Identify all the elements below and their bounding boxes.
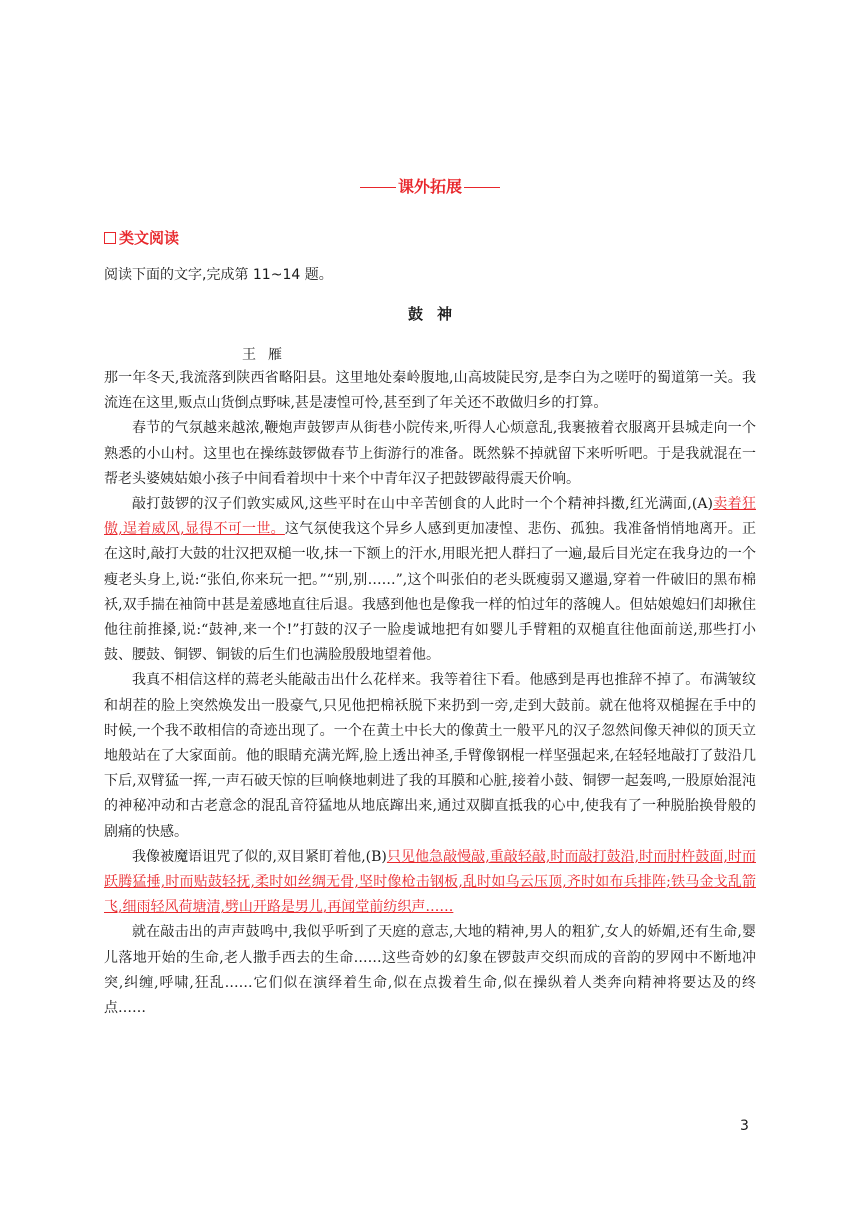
article-author: 王雁 [242,347,294,363]
paragraph-text: 这气氛使我这个异乡人感到更加凄惶、悲伤、孤独。我准备悄悄地离开。正在这时,敲打大鼓的壮汉把双槌一收,抹一下额上的汗水,用眼光把人群扫了一遍,最后目光定在我身边的一个瘦老头身上,说:“张伯,你来玩一把。”“别,别……”,这个叫张伯的老头既瘦弱又邋遢,穿着一件破旧的黑布棉袄,双手揣在袖筒中甚是羞感地直往后退。我感到他也是像我一样的怕过年的落魄人。但姑娘媳妇们却揪住他往前推搡,说:“鼓神,来一个!”打鼓的汉子一脸虔诚地把有如婴儿手臂粗的双槌直往他面前送,那些打小鼓、腰鼓、铜锣、铜钹的后生们也满脸殷殷地望着他。 [104,521,756,664]
paragraph-text: 我像被魔语诅咒了似的,双目紧盯着他,(B) [132,848,387,865]
article-body [104,366,756,1021]
marked-passage: 只见他急敲慢敲,重敲轻敲,时而敲打鼓沿,时而肘杵鼓面,时而跃腾猛捶,时而贴鼓轻抚,柔时如丝绸无骨,坚时像枪击钢板,乱时如乌云压顶,齐时如布兵排阵;铁马金戈乱箭飞,细雨轻风荷塘清,劈山开路是男儿,再闻堂前纺织声…… [104,848,756,916]
paragraph-text: 我真不相信这样的蔫老头能敲击出什么花样来。我等着往下看。他感到是再也推辞不掉了。布满皱纹和胡茬的脸上突然焕发出一股豪气,只见他把棉袄脱下来扔到一旁,走到大鼓前。就在他将双槌握在手中的时候,一个我不敢相信的奇迹出现了。一个在黄土中长大的像黄土一般平凡的汉子忽然间像天神似的顶天立地般站在了大家面前。他的眼睛充满光辉,脸上透出神圣,手臂像钢棍一样坚强起来,在轻轻地敲打了鼓沿几下后,双臂猛一挥,一声石破天惊的巨响倏地刺进了我的耳膜和心脏,接着小鼓、铜锣一起轰鸣,一股原始混沌的神秘冲动和古老意念的混乱音符猛地从地底蹿出来,通过双脚直抵我的心中,使我有了一种脱胎换骨般的剧痛的快感。 [104,672,756,840]
article-paragraph [104,668,756,844]
article-paragraph [104,366,756,416]
paragraph-text: 就在敲击出的声声鼓鸣中,我似乎听到了天庭的意志,大地的精神,男人的粗犷,女人的娇媚,还有生命,婴儿落地开始的生命,老人撒手西去的生命……这些奇妙的幻象在锣鼓声交织而成的音韵的罗网中不断地冲突,纠缠,呼啸,狂乱……它们似在演绎着生命,似在点拨着生命,似在操纵着人类奔向精神将要达及的终点…… [104,924,756,1017]
article-paragraph [104,492,756,668]
checkbox-square-icon [104,232,116,244]
section-title [0,174,860,197]
marked-passage: 卖着狂傲,逞着威风,显得不可一世。 [104,496,756,538]
subhead-label: 类文阅读 [119,229,180,247]
instruction-text: 阅读下面的文字,完成第 11~14 题。 [104,267,333,283]
paragraph-text: 敲打鼓锣的汉子们敦实威风,这些平时在山中辛苦刨食的人此时一个个精神抖擞,红光满面,(A) [132,496,713,513]
paragraph-text: 春节的气氛越来越浓,鞭炮声鼓锣声从街巷小院传来,听得人心烦意乱,我裹掖着衣服离开县城走向一个熟悉的小山村。这里也在操练鼓锣做春节上街游行的准备。既然躲不掉就留下来听听吧。于是我就混在一帮老头婆姨姑娘小孩子中间看着坝中十来个中青年汉子把鼓锣敲得震天价响。 [104,420,756,487]
section-title-text: 课外拓展 [397,177,462,196]
title-rule-left [360,187,396,188]
title-rule-right [464,187,500,188]
article-title: 鼓神 [407,305,466,323]
subhead [104,227,179,248]
paragraph-text: 那一年冬天,我流落到陕西省略阳县。这里地处秦岭腹地,山高坡陡民穷,是李白为之嗟吁的蜀道第一关。我流连在这里,贩点山货倒点野味,甚是凄惶可怜,甚至到了年关还不敢做归乡的打算。 [104,370,756,412]
article-paragraph [104,920,756,1021]
article-paragraph [104,845,756,921]
page-number: 3 [740,1118,749,1134]
article-paragraph [104,416,756,492]
